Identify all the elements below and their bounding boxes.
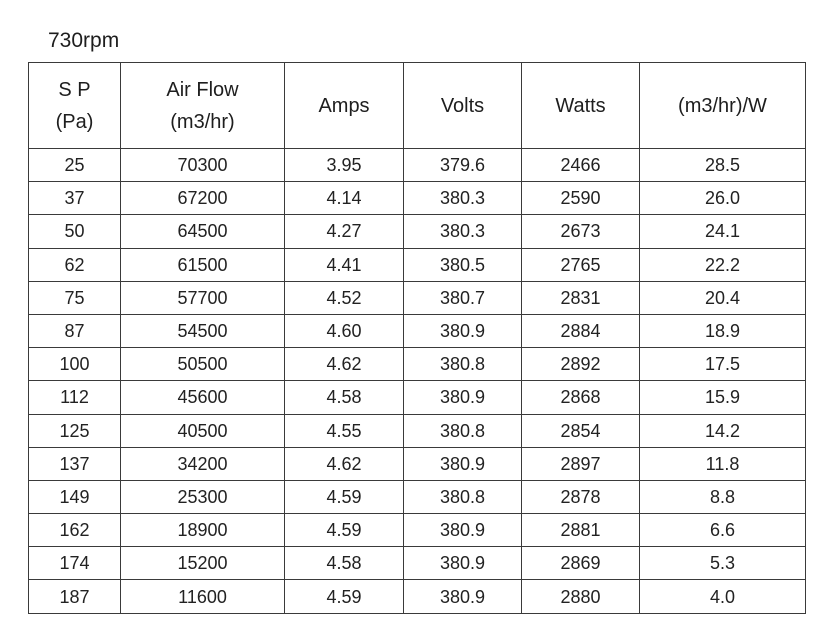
cell-static-pressure: 149 (29, 480, 121, 513)
cell-watts: 2466 (522, 149, 640, 182)
cell-amps: 4.55 (285, 414, 404, 447)
cell-efficiency: 6.6 (640, 514, 806, 547)
table-row (29, 314, 806, 347)
header-label: (m3/hr)/W (678, 94, 767, 117)
table-body (29, 149, 806, 614)
cell-static-pressure: 100 (29, 348, 121, 381)
cell-efficiency: 26.0 (640, 182, 806, 215)
cell-amps: 3.95 (285, 149, 404, 182)
header-static-pressure (29, 63, 121, 149)
cell-static-pressure: 37 (29, 182, 121, 215)
table-row (29, 215, 806, 248)
cell-volts: 380.9 (404, 381, 522, 414)
cell-air-flow: 40500 (121, 414, 285, 447)
header-label: Watts (555, 94, 606, 117)
header-label: S P (58, 78, 91, 101)
header-label: Volts (440, 94, 485, 117)
cell-amps: 4.14 (285, 182, 404, 215)
cell-efficiency: 5.3 (640, 547, 806, 580)
table-row (29, 580, 806, 613)
table-row (29, 149, 806, 182)
cell-amps: 4.59 (285, 480, 404, 513)
header-unit: (m3/hr) (170, 110, 235, 133)
cell-efficiency: 22.2 (640, 248, 806, 281)
header-watts (522, 63, 640, 149)
cell-volts: 380.9 (404, 514, 522, 547)
cell-efficiency: 8.8 (640, 480, 806, 513)
cell-static-pressure: 112 (29, 381, 121, 414)
cell-efficiency: 24.1 (640, 215, 806, 248)
cell-watts: 2892 (522, 348, 640, 381)
table-row (29, 182, 806, 215)
cell-efficiency: 11.8 (640, 447, 806, 480)
cell-volts: 380.3 (404, 182, 522, 215)
header-amps (285, 63, 404, 149)
cell-static-pressure: 75 (29, 281, 121, 314)
cell-watts: 2831 (522, 281, 640, 314)
header-label: Air Flow (166, 78, 239, 101)
cell-watts: 2590 (522, 182, 640, 215)
header-row (29, 63, 806, 149)
cell-efficiency: 17.5 (640, 348, 806, 381)
header-label: Amps (318, 94, 370, 117)
header-unit: (Pa) (55, 110, 94, 133)
header-volts (404, 63, 522, 149)
cell-air-flow: 34200 (121, 447, 285, 480)
cell-static-pressure: 187 (29, 580, 121, 613)
cell-air-flow: 18900 (121, 514, 285, 547)
cell-air-flow: 64500 (121, 215, 285, 248)
cell-efficiency: 28.5 (640, 149, 806, 182)
cell-volts: 380.7 (404, 281, 522, 314)
table-row (29, 447, 806, 480)
cell-watts: 2869 (522, 547, 640, 580)
table-row (29, 248, 806, 281)
cell-watts: 2878 (522, 480, 640, 513)
cell-efficiency: 14.2 (640, 414, 806, 447)
cell-air-flow: 67200 (121, 182, 285, 215)
cell-volts: 380.8 (404, 348, 522, 381)
cell-static-pressure: 162 (29, 514, 121, 547)
cell-amps: 4.59 (285, 580, 404, 613)
cell-amps: 4.59 (285, 514, 404, 547)
cell-volts: 380.9 (404, 447, 522, 480)
cell-efficiency: 18.9 (640, 314, 806, 347)
cell-amps: 4.27 (285, 215, 404, 248)
table-row (29, 480, 806, 513)
table-row (29, 547, 806, 580)
cell-efficiency: 4.0 (640, 580, 806, 613)
cell-volts: 379.6 (404, 149, 522, 182)
cell-amps: 4.58 (285, 547, 404, 580)
cell-amps: 4.58 (285, 381, 404, 414)
cell-amps: 4.62 (285, 348, 404, 381)
cell-static-pressure: 25 (29, 149, 121, 182)
table-row (29, 381, 806, 414)
cell-volts: 380.9 (404, 547, 522, 580)
cell-amps: 4.60 (285, 314, 404, 347)
fan-performance-table (28, 62, 806, 614)
cell-watts: 2897 (522, 447, 640, 480)
header-efficiency (640, 63, 806, 149)
cell-air-flow: 54500 (121, 314, 285, 347)
cell-air-flow: 25300 (121, 480, 285, 513)
table-row (29, 514, 806, 547)
cell-amps: 4.41 (285, 248, 404, 281)
cell-air-flow: 45600 (121, 381, 285, 414)
cell-watts: 2868 (522, 381, 640, 414)
cell-static-pressure: 50 (29, 215, 121, 248)
cell-amps: 4.62 (285, 447, 404, 480)
cell-volts: 380.8 (404, 480, 522, 513)
cell-amps: 4.52 (285, 281, 404, 314)
cell-watts: 2765 (522, 248, 640, 281)
cell-volts: 380.5 (404, 248, 522, 281)
cell-air-flow: 50500 (121, 348, 285, 381)
cell-watts: 2854 (522, 414, 640, 447)
table-row (29, 414, 806, 447)
cell-volts: 380.3 (404, 215, 522, 248)
cell-static-pressure: 62 (29, 248, 121, 281)
table-row (29, 348, 806, 381)
cell-volts: 380.9 (404, 314, 522, 347)
cell-static-pressure: 125 (29, 414, 121, 447)
cell-watts: 2884 (522, 314, 640, 347)
table-caption: 730rpm (48, 29, 120, 52)
cell-air-flow: 11600 (121, 580, 285, 613)
cell-static-pressure: 137 (29, 447, 121, 480)
cell-air-flow: 70300 (121, 149, 285, 182)
cell-air-flow: 61500 (121, 248, 285, 281)
cell-efficiency: 15.9 (640, 381, 806, 414)
cell-volts: 380.8 (404, 414, 522, 447)
cell-static-pressure: 87 (29, 314, 121, 347)
cell-static-pressure: 174 (29, 547, 121, 580)
cell-watts: 2880 (522, 580, 640, 613)
cell-efficiency: 20.4 (640, 281, 806, 314)
cell-watts: 2673 (522, 215, 640, 248)
cell-watts: 2881 (522, 514, 640, 547)
table-row (29, 281, 806, 314)
cell-volts: 380.9 (404, 580, 522, 613)
header-air-flow (121, 63, 285, 149)
cell-air-flow: 57700 (121, 281, 285, 314)
cell-air-flow: 15200 (121, 547, 285, 580)
